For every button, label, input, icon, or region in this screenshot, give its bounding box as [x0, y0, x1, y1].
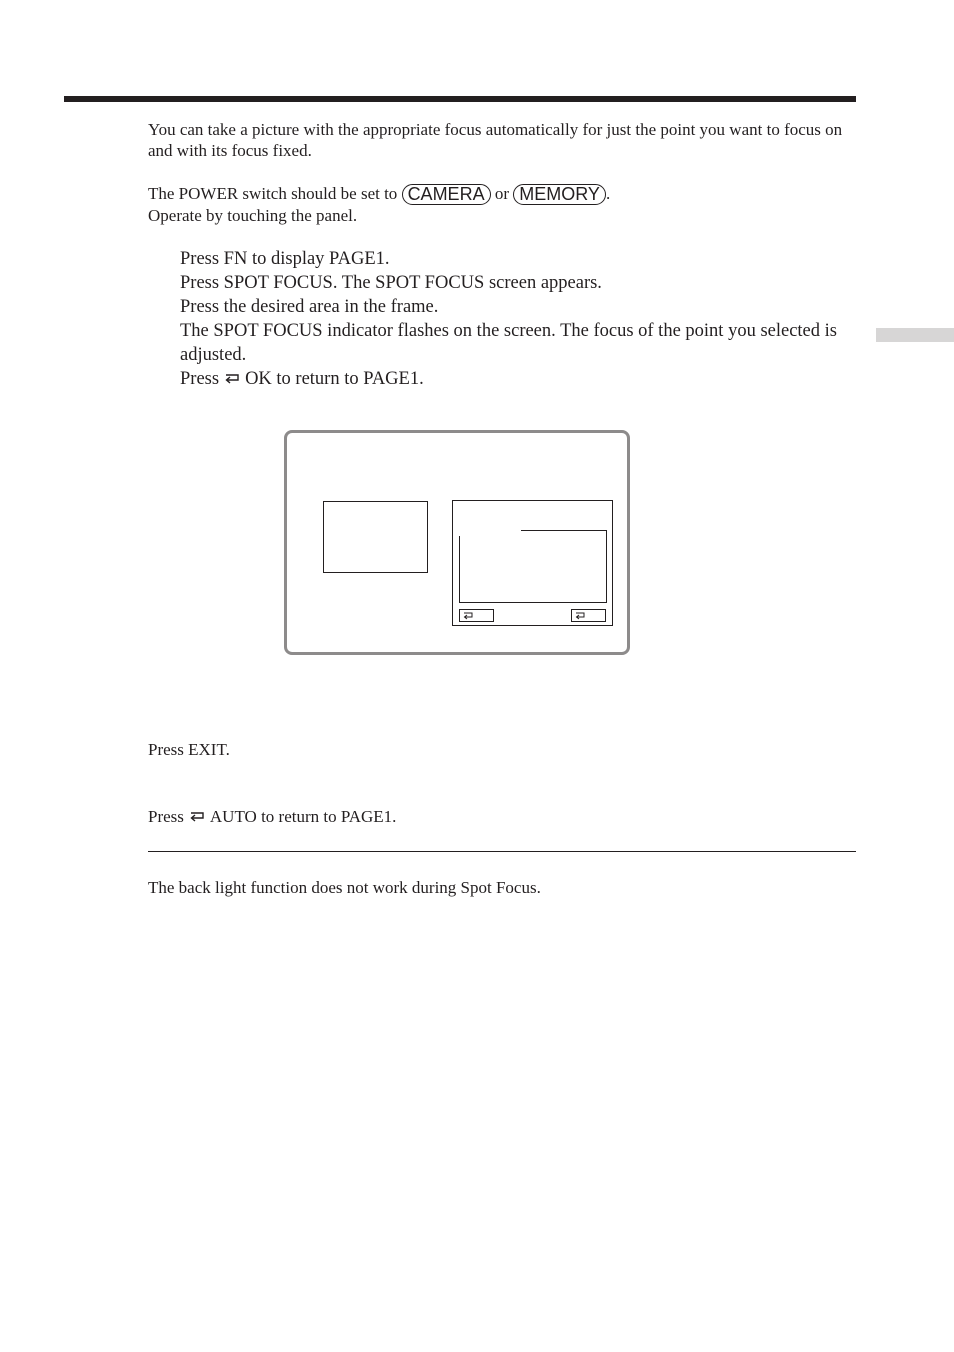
side-index-tab	[876, 328, 954, 342]
exit-instruction: Press EXIT.	[148, 740, 230, 759]
return-arrow-icon	[574, 611, 586, 621]
power-or: or	[494, 184, 509, 203]
heading-rule	[64, 96, 856, 102]
camera-mode-label: CAMERA	[402, 184, 491, 205]
auto-prefix: Press	[148, 807, 184, 826]
memory-mode-label: MEMORY	[513, 184, 606, 205]
step-5-text: OK to return to PAGE1.	[245, 369, 424, 389]
panel-frame-left-line	[459, 536, 460, 603]
operate-note: Operate by touching the panel.	[148, 206, 358, 225]
step-4: The SPOT FOCUS indicator flashes on the screen. The focus of the point you selected is adjusted.	[180, 321, 837, 365]
panel-frame	[459, 530, 607, 603]
note-text: The back light function does not work during Spot Focus.	[148, 878, 541, 897]
step-1: Press FN to display PAGE1.	[180, 249, 390, 269]
return-arrow-icon	[462, 611, 474, 621]
panel-return-button-left	[459, 609, 494, 622]
step-3: Press the desired area in the frame.	[180, 297, 439, 317]
power-switch-line	[148, 183, 858, 205]
auto-text: AUTO to return to PAGE1.	[209, 807, 397, 826]
intro-paragraph: You can take a picture with the appropriate focus automatically for just the point you want to focus on and with its focus fixed.	[148, 120, 843, 160]
step-2: Press SPOT FOCUS. The SPOT FOCUS screen appears.	[180, 273, 602, 293]
subject-frame	[323, 501, 428, 573]
return-arrow-icon	[223, 372, 241, 386]
panel-return-button-right	[571, 609, 606, 622]
auto-instruction	[148, 806, 858, 827]
power-prefix: The POWER switch should be set to	[148, 184, 398, 203]
step-5-prefix: Press	[180, 369, 220, 389]
note-divider	[148, 851, 856, 852]
step-5	[180, 367, 856, 391]
return-arrow-icon	[188, 810, 206, 824]
power-suffix: .	[605, 184, 611, 203]
